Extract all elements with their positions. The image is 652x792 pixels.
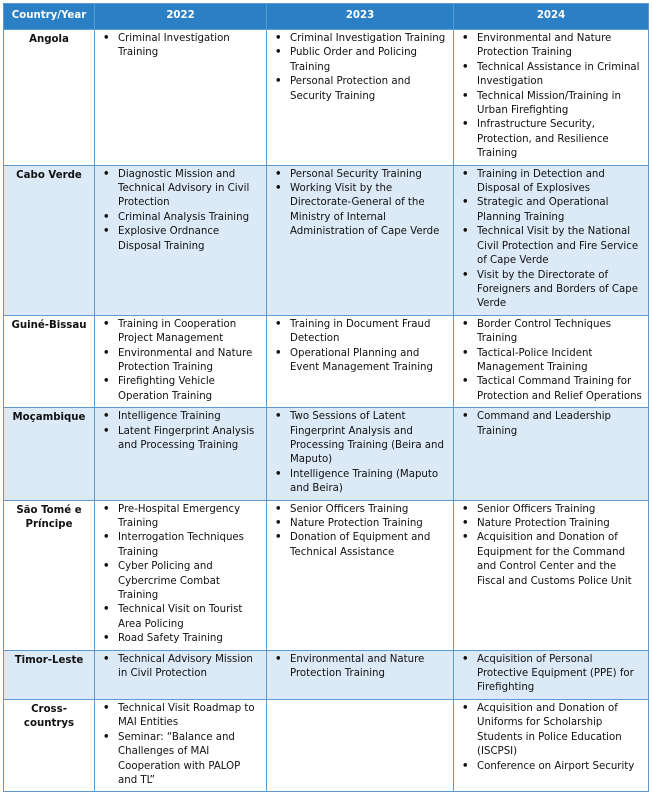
row-cabo-verde (4, 165, 649, 315)
cell-2024 (454, 500, 649, 650)
activity-item: • Personal Security Training (271, 168, 449, 182)
cell-2022 (95, 165, 267, 315)
cell-2024 (454, 30, 649, 166)
activity-item: • Technical Visit Roadmap to MAI Entities (99, 702, 262, 731)
activity-item: • Intelligence Training (Maputo and Beira) (271, 468, 449, 497)
activity-list (271, 410, 449, 496)
activity-list (271, 318, 449, 376)
activity-item: • Tactical Command Training for Protection and Relief Operations (458, 375, 644, 404)
activity-item: • Public Order and Policing Training (271, 46, 449, 75)
activity-item: • Environmental and Nature Protection Training (99, 347, 262, 376)
cell-2022 (95, 699, 267, 791)
country-cell: Cross-countrys (4, 699, 95, 791)
header-2023: 2023 (267, 4, 454, 30)
activity-item: • Criminal Analysis Training (99, 211, 262, 225)
cell-2022 (95, 408, 267, 500)
activity-list (271, 503, 449, 561)
activity-item: • Latent Fingerprint Analysis and Processing Training (99, 425, 262, 454)
cell-2024 (454, 315, 649, 407)
activity-item: • Explosive Ordnance Disposal Training (99, 225, 262, 254)
activity-item: • Strategic and Operational Planning Training (458, 196, 644, 225)
activity-item: • Technical Mission/Training in Urban Firefighting (458, 90, 644, 119)
activity-item: • Acquisition of Personal Protective Equipment (PPE) for Firefighting (458, 653, 644, 696)
activity-item: • Border Control Techniques Training (458, 318, 644, 347)
activity-list (99, 410, 262, 453)
activity-list (271, 32, 449, 104)
activity-item: • Senior Officers Training (458, 503, 644, 517)
activity-list (458, 168, 644, 312)
activity-item: • Two Sessions of Latent Fingerprint Analysis and Processing Training (Beira and Maputo) (271, 410, 449, 468)
activity-item: • Road Safety Training (99, 632, 262, 646)
cell-2023 (267, 500, 454, 650)
activity-item: • Cyber Policing and Cybercrime Combat Training (99, 560, 262, 603)
row-cross-countrys (4, 699, 649, 791)
activity-list (458, 702, 644, 774)
row-mocambique (4, 408, 649, 500)
activity-list (458, 410, 644, 439)
activity-item: • Visit by the Directorate of Foreigners and Borders of Cape Verde (458, 269, 644, 312)
cell-2024 (454, 699, 649, 791)
cell-2022 (95, 650, 267, 699)
activity-item: • Personal Protection and Security Training (271, 75, 449, 104)
cell-2023 (267, 165, 454, 315)
activity-list (271, 168, 449, 240)
activity-item: • Nature Protection Training (271, 517, 449, 531)
row-guine-bissau (4, 315, 649, 407)
activity-item: • Tactical-Police Incident Management Training (458, 347, 644, 376)
country-cell: Guiné-Bissau (4, 315, 95, 407)
activity-item: • Pre-Hospital Emergency Training (99, 503, 262, 532)
cell-2022 (95, 315, 267, 407)
activity-item: • Command and Leadership Training (458, 410, 644, 439)
activity-list (99, 653, 262, 682)
cell-2024 (454, 408, 649, 500)
activity-list (458, 32, 644, 162)
country-cell: Angola (4, 30, 95, 166)
activity-item: • Firefighting Vehicle Operation Training (99, 375, 262, 404)
header-country-year: Country/Year (4, 4, 95, 30)
activity-list (458, 653, 644, 696)
activity-item: • Seminar: “Balance and Challenges of MAI Cooperation with PALOP and TL” (99, 731, 262, 789)
activity-item: • Infrastructure Security, Protection, and Resilience Training (458, 118, 644, 161)
cell-2023 (267, 315, 454, 407)
header-2024: 2024 (454, 4, 649, 30)
activity-item: • Environmental and Nature Protection Training (458, 32, 644, 61)
activity-item: • Criminal Investigation Training (99, 32, 262, 61)
country-cell: Timor-Leste (4, 650, 95, 699)
row-sao-tome-e-principe (4, 500, 649, 650)
cell-2024 (454, 165, 649, 315)
cooperation-table (3, 3, 649, 792)
activity-list (99, 702, 262, 788)
cell-2022 (95, 500, 267, 650)
cell-2023 (267, 699, 454, 791)
activity-item: • Donation of Equipment and Technical Assistance (271, 531, 449, 560)
header-row (4, 4, 649, 30)
country-cell: Cabo Verde (4, 165, 95, 315)
activity-item: • Technical Visit by the National Civil Protection and Fire Service of Cape Verde (458, 225, 644, 268)
activity-item: • Training in Cooperation Project Management (99, 318, 262, 347)
cell-2023 (267, 408, 454, 500)
activity-item: • Diagnostic Mission and Technical Advisory in Civil Protection (99, 168, 262, 211)
activity-list (99, 318, 262, 404)
activity-item: • Working Visit by the Directorate-General of the Ministry of Internal Administration of Cape Verde (271, 182, 449, 240)
header-2022: 2022 (95, 4, 267, 30)
country-cell: São Tomé e Príncipe (4, 500, 95, 650)
row-angola (4, 30, 649, 166)
activity-item: • Training in Detection and Disposal of Explosives (458, 168, 644, 197)
activity-item: • Environmental and Nature Protection Training (271, 653, 449, 682)
activity-item: • Acquisition and Donation of Uniforms for Scholarship Students in Police Education (ISCPSI) (458, 702, 644, 760)
activity-list (99, 503, 262, 647)
activity-item: • Interrogation Techniques Training (99, 531, 262, 560)
activity-item: • Conference on Airport Security (458, 760, 644, 774)
activity-list (458, 318, 644, 404)
activity-item: • Technical Advisory Mission in Civil Protection (99, 653, 262, 682)
activity-list (99, 32, 262, 61)
row-timor-leste (4, 650, 649, 699)
cell-2024 (454, 650, 649, 699)
country-cell: Moçambique (4, 408, 95, 500)
activity-item: • Senior Officers Training (271, 503, 449, 517)
activity-item: • Criminal Investigation Training (271, 32, 449, 46)
activity-item: • Intelligence Training (99, 410, 262, 424)
activity-item: • Operational Planning and Event Management Training (271, 347, 449, 376)
activity-item: • Training in Document Fraud Detection (271, 318, 449, 347)
cell-2023 (267, 30, 454, 166)
activity-list (458, 503, 644, 589)
activity-item: • Acquisition and Donation of Equipment for the Command and Control Center and the Fiscal and Customs Police Unit (458, 531, 644, 589)
cell-2022 (95, 30, 267, 166)
activity-item: • Nature Protection Training (458, 517, 644, 531)
activity-item: • Technical Visit on Tourist Area Policing (99, 603, 262, 632)
activity-list (271, 653, 449, 682)
activity-list (99, 168, 262, 254)
cell-2023 (267, 650, 454, 699)
activity-item: • Technical Assistance in Criminal Investigation (458, 61, 644, 90)
